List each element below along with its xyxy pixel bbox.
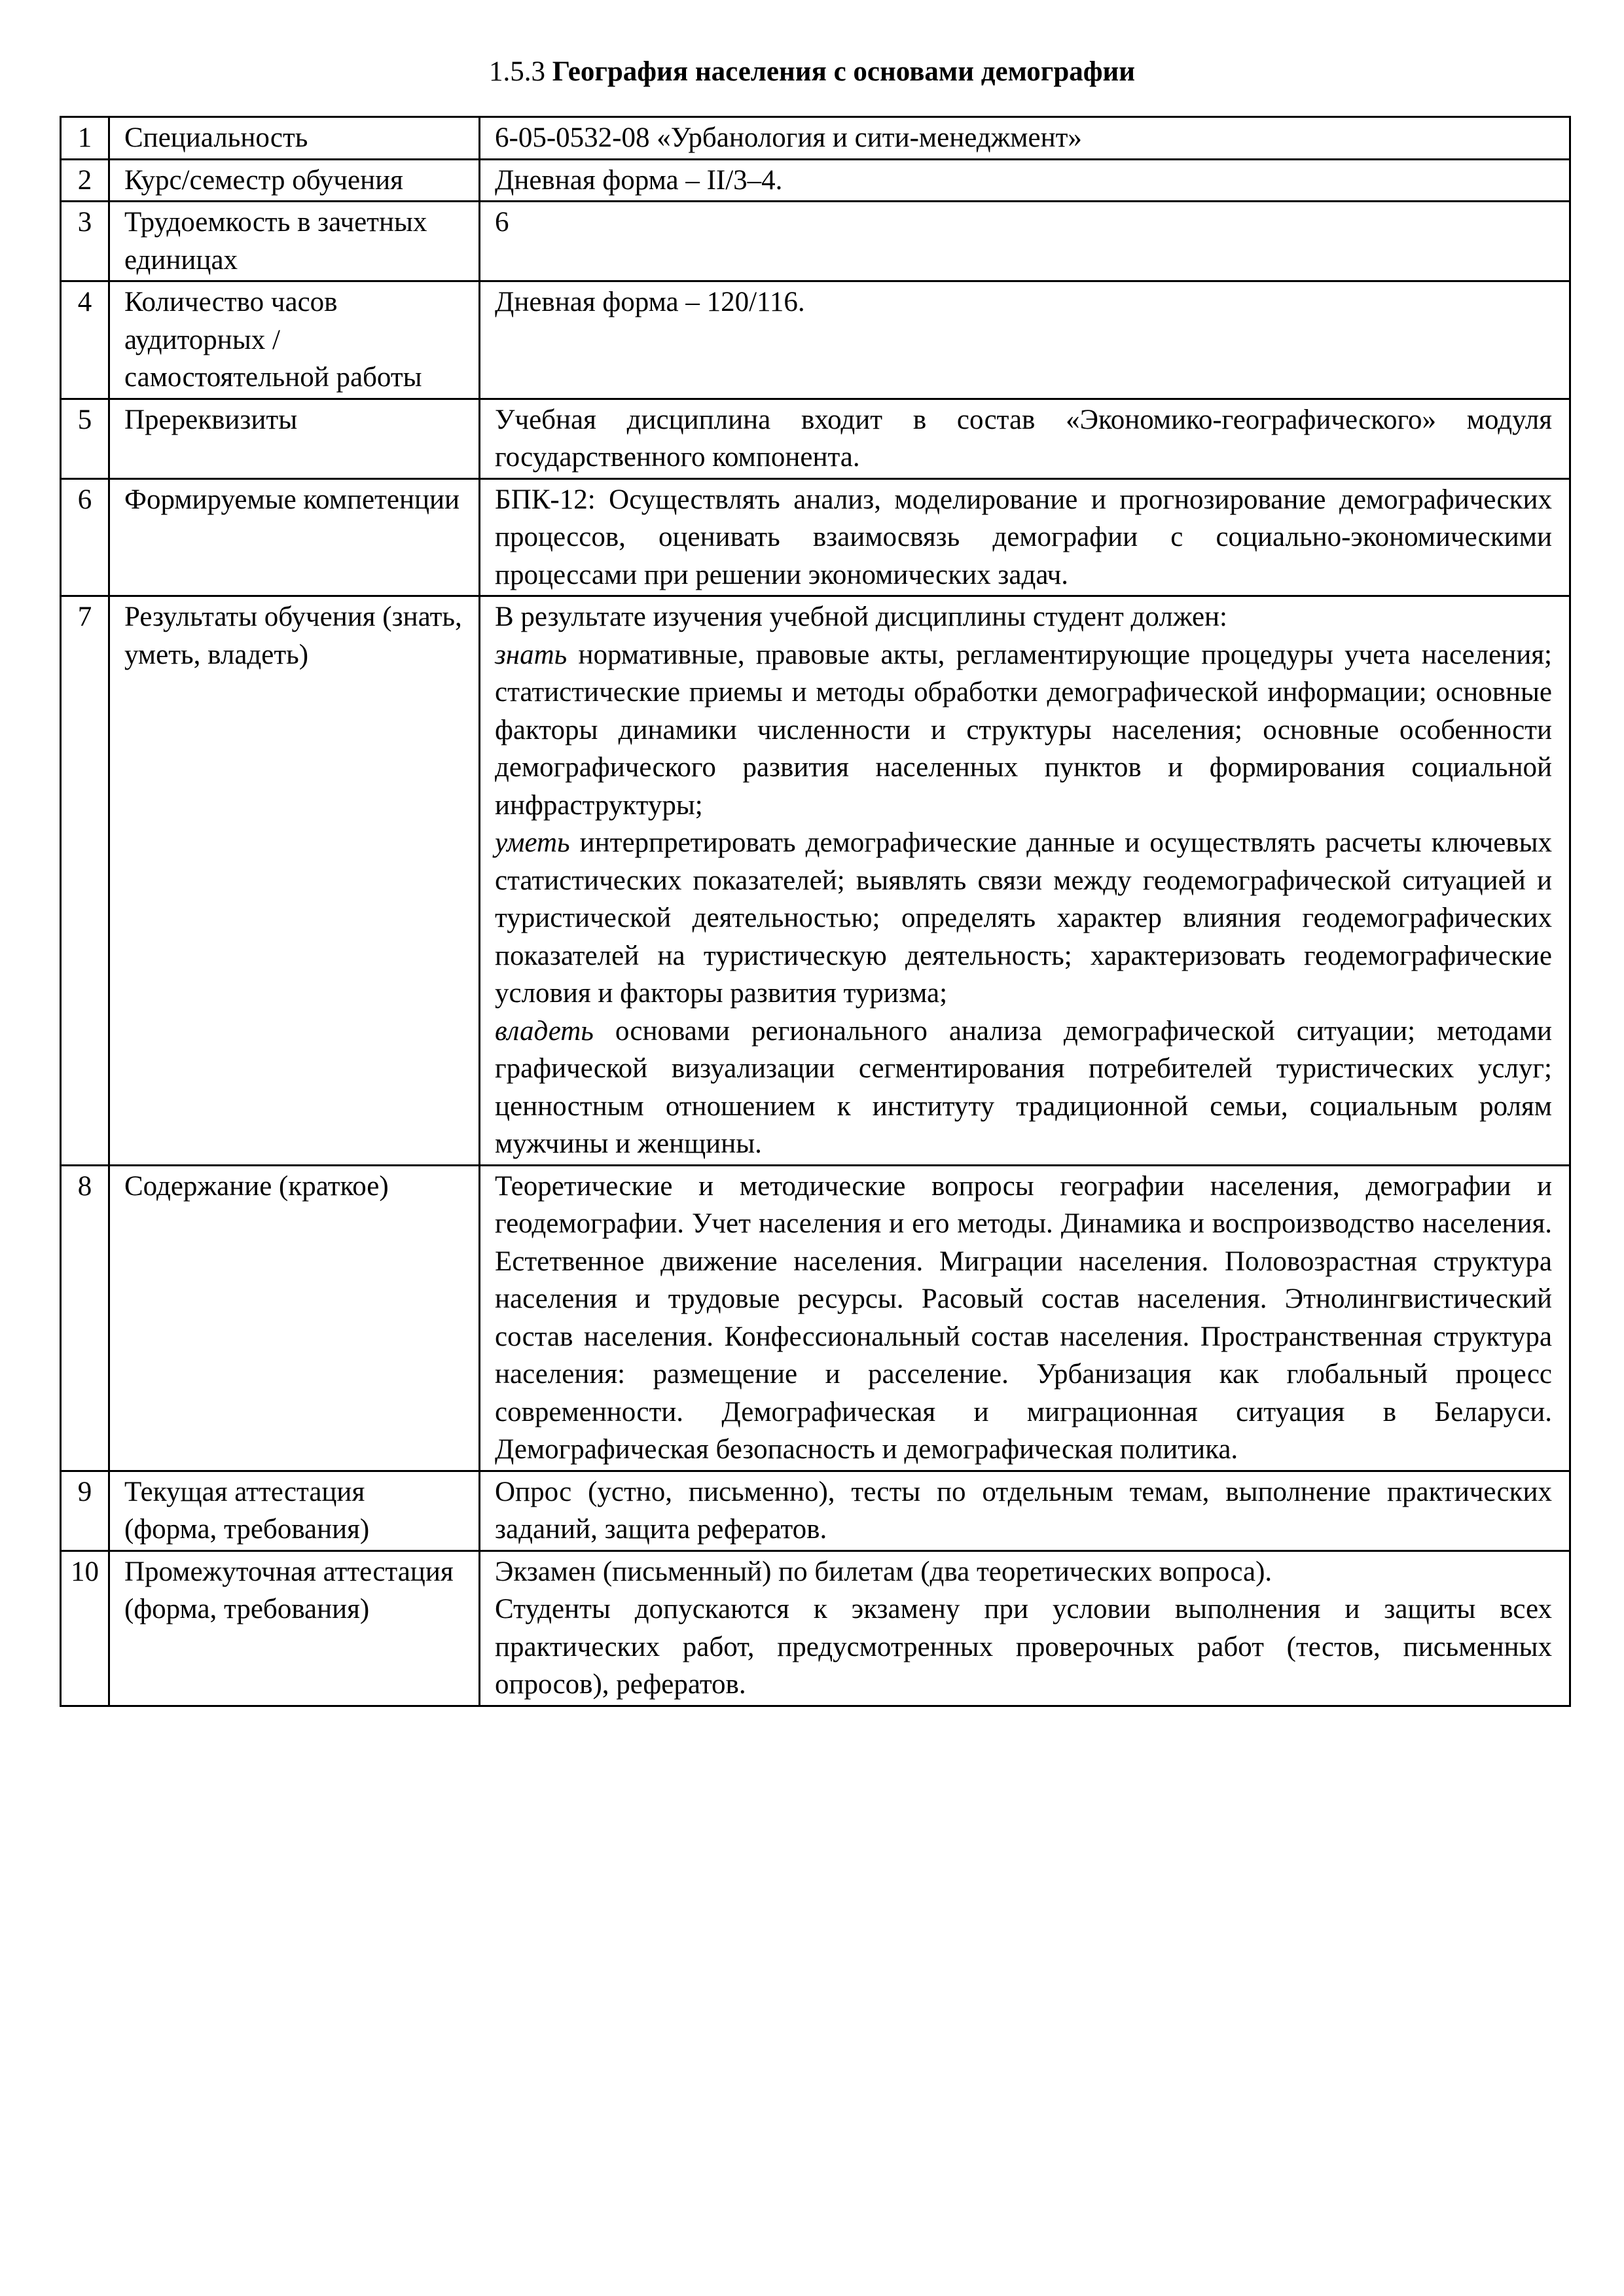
row-value: 6-05-0532-08 «Урбанология и сити-менеджмент» bbox=[480, 117, 1570, 160]
outcome-know-text: нормативные, правовые акты, регламентирующие процедуры учета населения; статистические приемы и методы обработки демографической информации; основные факторы динамики численности и структуры населения; основные особенности демографического развития населенных пунктов и формирования социальной инфраструктуры; bbox=[495, 639, 1552, 821]
row-number: 2 bbox=[61, 159, 109, 202]
row-number: 10 bbox=[61, 1551, 109, 1706]
row-value: 6 bbox=[480, 202, 1570, 281]
row-value: Учебная дисциплина входит в состав «Экономико-географического» модуля государственного компонента. bbox=[480, 399, 1570, 478]
exam-format: Экзамен (письменный) по билетам (два теоретических вопроса). bbox=[495, 1556, 1272, 1587]
table-row bbox=[61, 117, 1570, 160]
outcome-own bbox=[495, 1016, 1552, 1160]
outcome-can-term: уметь bbox=[495, 827, 570, 858]
section-number: 1.5.3 bbox=[488, 56, 545, 87]
course-spec-table bbox=[60, 116, 1571, 1707]
row-number: 4 bbox=[61, 281, 109, 399]
row-label: Количество часов аудиторных / самостоятельной работы bbox=[109, 281, 480, 399]
outcomes-intro: В результате изучения учебной дисциплины студент должен: bbox=[495, 601, 1228, 632]
exam-requirements bbox=[480, 1551, 1570, 1706]
row-number: 6 bbox=[61, 478, 109, 596]
row-number: 9 bbox=[61, 1471, 109, 1551]
table-row bbox=[61, 1165, 1570, 1471]
row-value: Дневная форма – 120/116. bbox=[480, 281, 1570, 399]
row-number: 8 bbox=[61, 1165, 109, 1471]
row-value: Опрос (устно, письменно), тесты по отдельным темам, выполнение практических заданий, защита рефератов. bbox=[480, 1471, 1570, 1551]
table-row bbox=[61, 478, 1570, 596]
table-row bbox=[61, 159, 1570, 202]
row-number: 7 bbox=[61, 596, 109, 1166]
row-value: Дневная форма – II/3–4. bbox=[480, 159, 1570, 202]
table-row bbox=[61, 202, 1570, 281]
exam-admission: Студенты допускаются к экзамену при условии выполнения и защиты всех практических работ, предусмотренных проверочных работ (тестов, письменных опросов), рефератов. bbox=[495, 1594, 1552, 1700]
outcome-own-term: владеть bbox=[495, 1015, 594, 1047]
row-label: Формируемые компетенции bbox=[109, 478, 480, 596]
table-row bbox=[61, 1471, 1570, 1551]
row-value: Теоретические и методические вопросы географии населения, демографии и геодемографии. Учет населения и его методы. Динамика и воспроизводство населения. Естетвенное движение населения. Миграции населения. Половозрастная структура населения и трудовые ресурсы. Расовый состав населения. Этнолингвистический состав населения. Конфессиональный состав населения. Пространственная структура населения: размещение и расселение. Урбанизация как глобальный процесс современности. Демографическая и миграционная ситуация в Беларуси. Демографическая безопасность и демографическая политика. bbox=[480, 1165, 1570, 1471]
table-row bbox=[61, 399, 1570, 478]
row-label: Курс/семестр обучения bbox=[109, 159, 480, 202]
row-label: Результаты обучения (знать, уметь, владеть) bbox=[109, 596, 480, 1166]
row-label: Пререквизиты bbox=[109, 399, 480, 478]
table-row bbox=[61, 281, 1570, 399]
outcome-know bbox=[495, 639, 1552, 821]
section-title: География населения с основами демографии bbox=[552, 56, 1136, 87]
row-label: Специальность bbox=[109, 117, 480, 160]
learning-outcomes bbox=[480, 596, 1570, 1166]
row-number: 5 bbox=[61, 399, 109, 478]
row-label: Текущая аттестация (форма, требования) bbox=[109, 1471, 480, 1551]
outcome-can bbox=[495, 827, 1552, 1009]
outcome-know-term: знать bbox=[495, 639, 568, 670]
table-row bbox=[61, 1551, 1570, 1706]
outcome-can-text: интерпретировать демографические данные и осуществлять расчеты ключевых статистических показателей; выявлять связи между геодемографической ситуацией и туристической деятельностью; определять характер влияния геодемографических показателей на туристическую деятельность; характеризовать геодемографические условия и факторы развития туризма; bbox=[495, 827, 1552, 1009]
row-value: БПК-12: Осуществлять анализ, моделирование и прогнозирование демографических процессов, оценивать взаимосвязь демографии с социально-экономическими процессами при решении экономических задач. bbox=[480, 478, 1570, 596]
row-label: Трудоемкость в зачетных единицах bbox=[109, 202, 480, 281]
row-number: 1 bbox=[61, 117, 109, 160]
row-number: 3 bbox=[61, 202, 109, 281]
row-label: Промежуточная аттестация (форма, требования) bbox=[109, 1551, 480, 1706]
row-label: Содержание (краткое) bbox=[109, 1165, 480, 1471]
page-title bbox=[0, 52, 1624, 92]
table-row bbox=[61, 596, 1570, 1166]
outcome-own-text: основами регионального анализа демографической ситуации; методами графической визуализации сегментирования потребителей туристических услуг; ценностным отношением к институту традиционной семьи, социальным ролям мужчины и женщины. bbox=[495, 1015, 1552, 1159]
